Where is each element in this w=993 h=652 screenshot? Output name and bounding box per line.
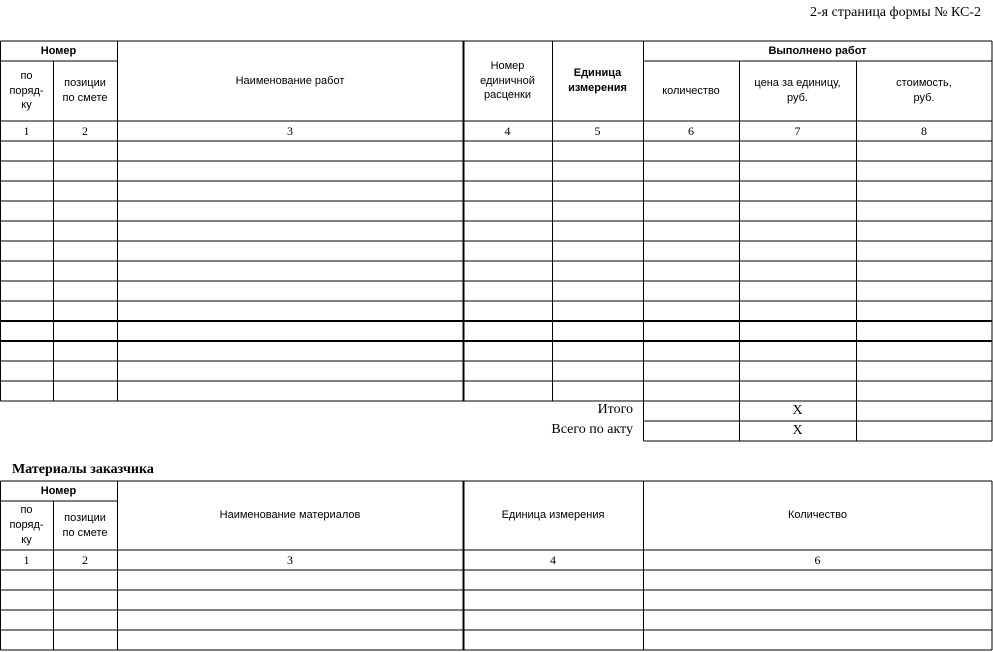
itogo-x: Х: [792, 402, 803, 418]
materials-col-num: 6: [814, 552, 821, 567]
works-header-price: цена за единицу, руб.: [754, 77, 841, 104]
materials-section-title: Материалы заказчика: [12, 462, 154, 477]
works-col-num: 2: [82, 123, 88, 138]
works-col-num: 3: [287, 123, 293, 138]
page-title: 2-я страница формы № КС-2: [810, 5, 981, 20]
materials-col-num: 1: [23, 552, 30, 567]
materials-header-order: по поряд- ку: [9, 504, 44, 546]
vsego-label: Всего по акту: [551, 422, 633, 437]
works-col-num: 7: [794, 123, 801, 138]
materials-col-num: 3: [287, 552, 293, 567]
works-header-qty: количество: [662, 84, 720, 97]
works-col-num: 1: [23, 123, 30, 138]
works-header-done-group: Выполнено работ: [768, 44, 867, 57]
works-header-unit: Единица измерения: [568, 67, 627, 94]
works-header-position: позиции по смете: [62, 77, 108, 104]
itogo-label: Итого: [597, 402, 633, 417]
works-header-cost: стоимость, руб.: [896, 77, 952, 104]
works-header-name: Наименование работ: [235, 74, 345, 87]
works-col-num: 5: [594, 123, 601, 138]
works-header-number-group: Номер: [40, 44, 77, 57]
vsego-x: Х: [792, 422, 803, 438]
works-col-num: 4: [504, 123, 511, 138]
materials-header-unit: Единица измерения: [501, 509, 605, 522]
works-col-num: 6: [688, 123, 694, 138]
materials-header-number-group: Номер: [40, 484, 77, 497]
works-col-num: 8: [921, 123, 927, 138]
materials-header-qty: Количество: [787, 509, 848, 522]
materials-col-num: 4: [550, 552, 556, 567]
materials-header-position: позиции по смете: [62, 511, 108, 539]
works-header-order: по поряд- ку: [9, 69, 44, 112]
works-header-rate: Номер единичной расценки: [480, 59, 535, 102]
materials-header-name: Наименование материалов: [219, 509, 361, 522]
materials-col-num: 2: [82, 552, 88, 567]
